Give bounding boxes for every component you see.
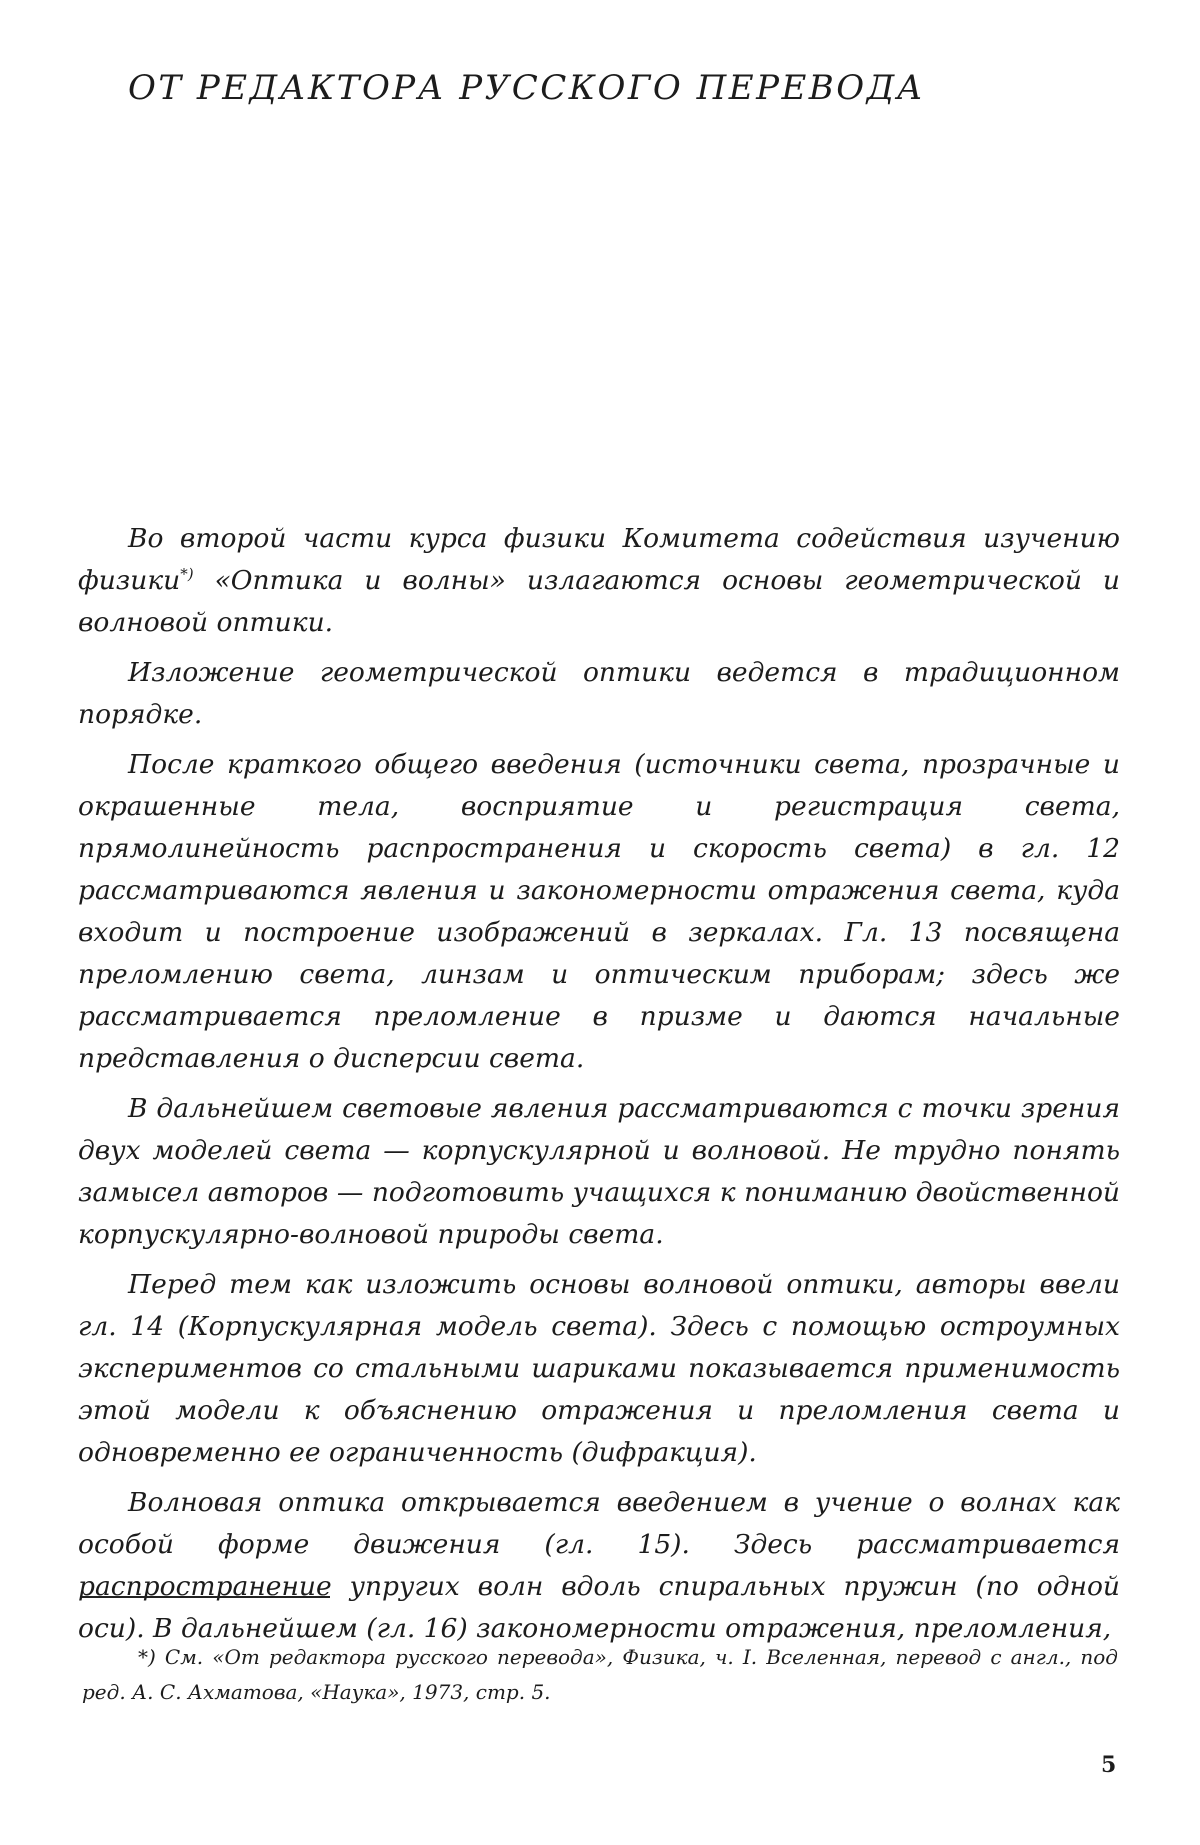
paragraph-4: В дальнейшем световые явления рассматриваются с точки зрения двух моделей света — корпускулярной и волновой. Не трудно понять замысел авторов — подготовить учащихся к пониманию двойственной корпускулярно-волновой природы света. [78, 1093, 1120, 1250]
paragraph-5: Перед тем как изложить основы волновой оптики, авторы ввели гл. 14 (Корпускулярная модель света). Здесь с помощью остроумных экспериментов со стальными шариками показывается применимость этой модели к объяснению отражения и преломления света и одновременно ее ограниченность (дифракция). [78, 1269, 1120, 1468]
footnote: *) См. «От редактора русского перевода», Физика, ч. I. Вселенная, перевод с англ., под ред. А. С. Ахматова, «Наука», 1973, стр. 5. [82, 1645, 1118, 1704]
paragraph-3: После краткого общего введения (источники света, прозрачные и окрашенные тела, восприятие и регистрация света, прямолинейность распространения и скорость света) в гл. 12 рассматриваются явления и закономерности отражения света, куда входит и построение изображений в зеркалах. Гл. 13 посвящена преломлению света, линзам и оптическим приборам; здесь же рассматривается преломление в призме и даются начальные представления о дисперсии света. [78, 749, 1120, 1074]
paragraph-2: Изложение геометрической оптики ведется в традиционном порядке. [78, 657, 1120, 730]
page-number: 5 [1101, 1752, 1117, 1778]
footnote-marker: *) [180, 565, 194, 584]
paragraph-1-text-continued: «Оптика и волны» излагаются основы геометрической и волновой оптики. [78, 565, 1120, 638]
paragraph-1-text: Во второй части курса физики Комитета содействия изучению физики [78, 523, 1120, 596]
page-title: ОТ РЕДАКТОРА РУССКОГО ПЕРЕВОДА [128, 68, 926, 108]
footnote-divider [82, 1596, 330, 1598]
paragraph-1 [78, 518, 1120, 644]
paragraph-6: Волновая оптика открывается введением в учение о волнах как особой форме движения (гл. 15). Здесь рассматривается распространение упругих волн вдоль спиральных пружин (по одной оси). В дальнейшем (гл. 16) закономерности отражения, преломления, [78, 1487, 1120, 1644]
body-text [78, 518, 1120, 1658]
